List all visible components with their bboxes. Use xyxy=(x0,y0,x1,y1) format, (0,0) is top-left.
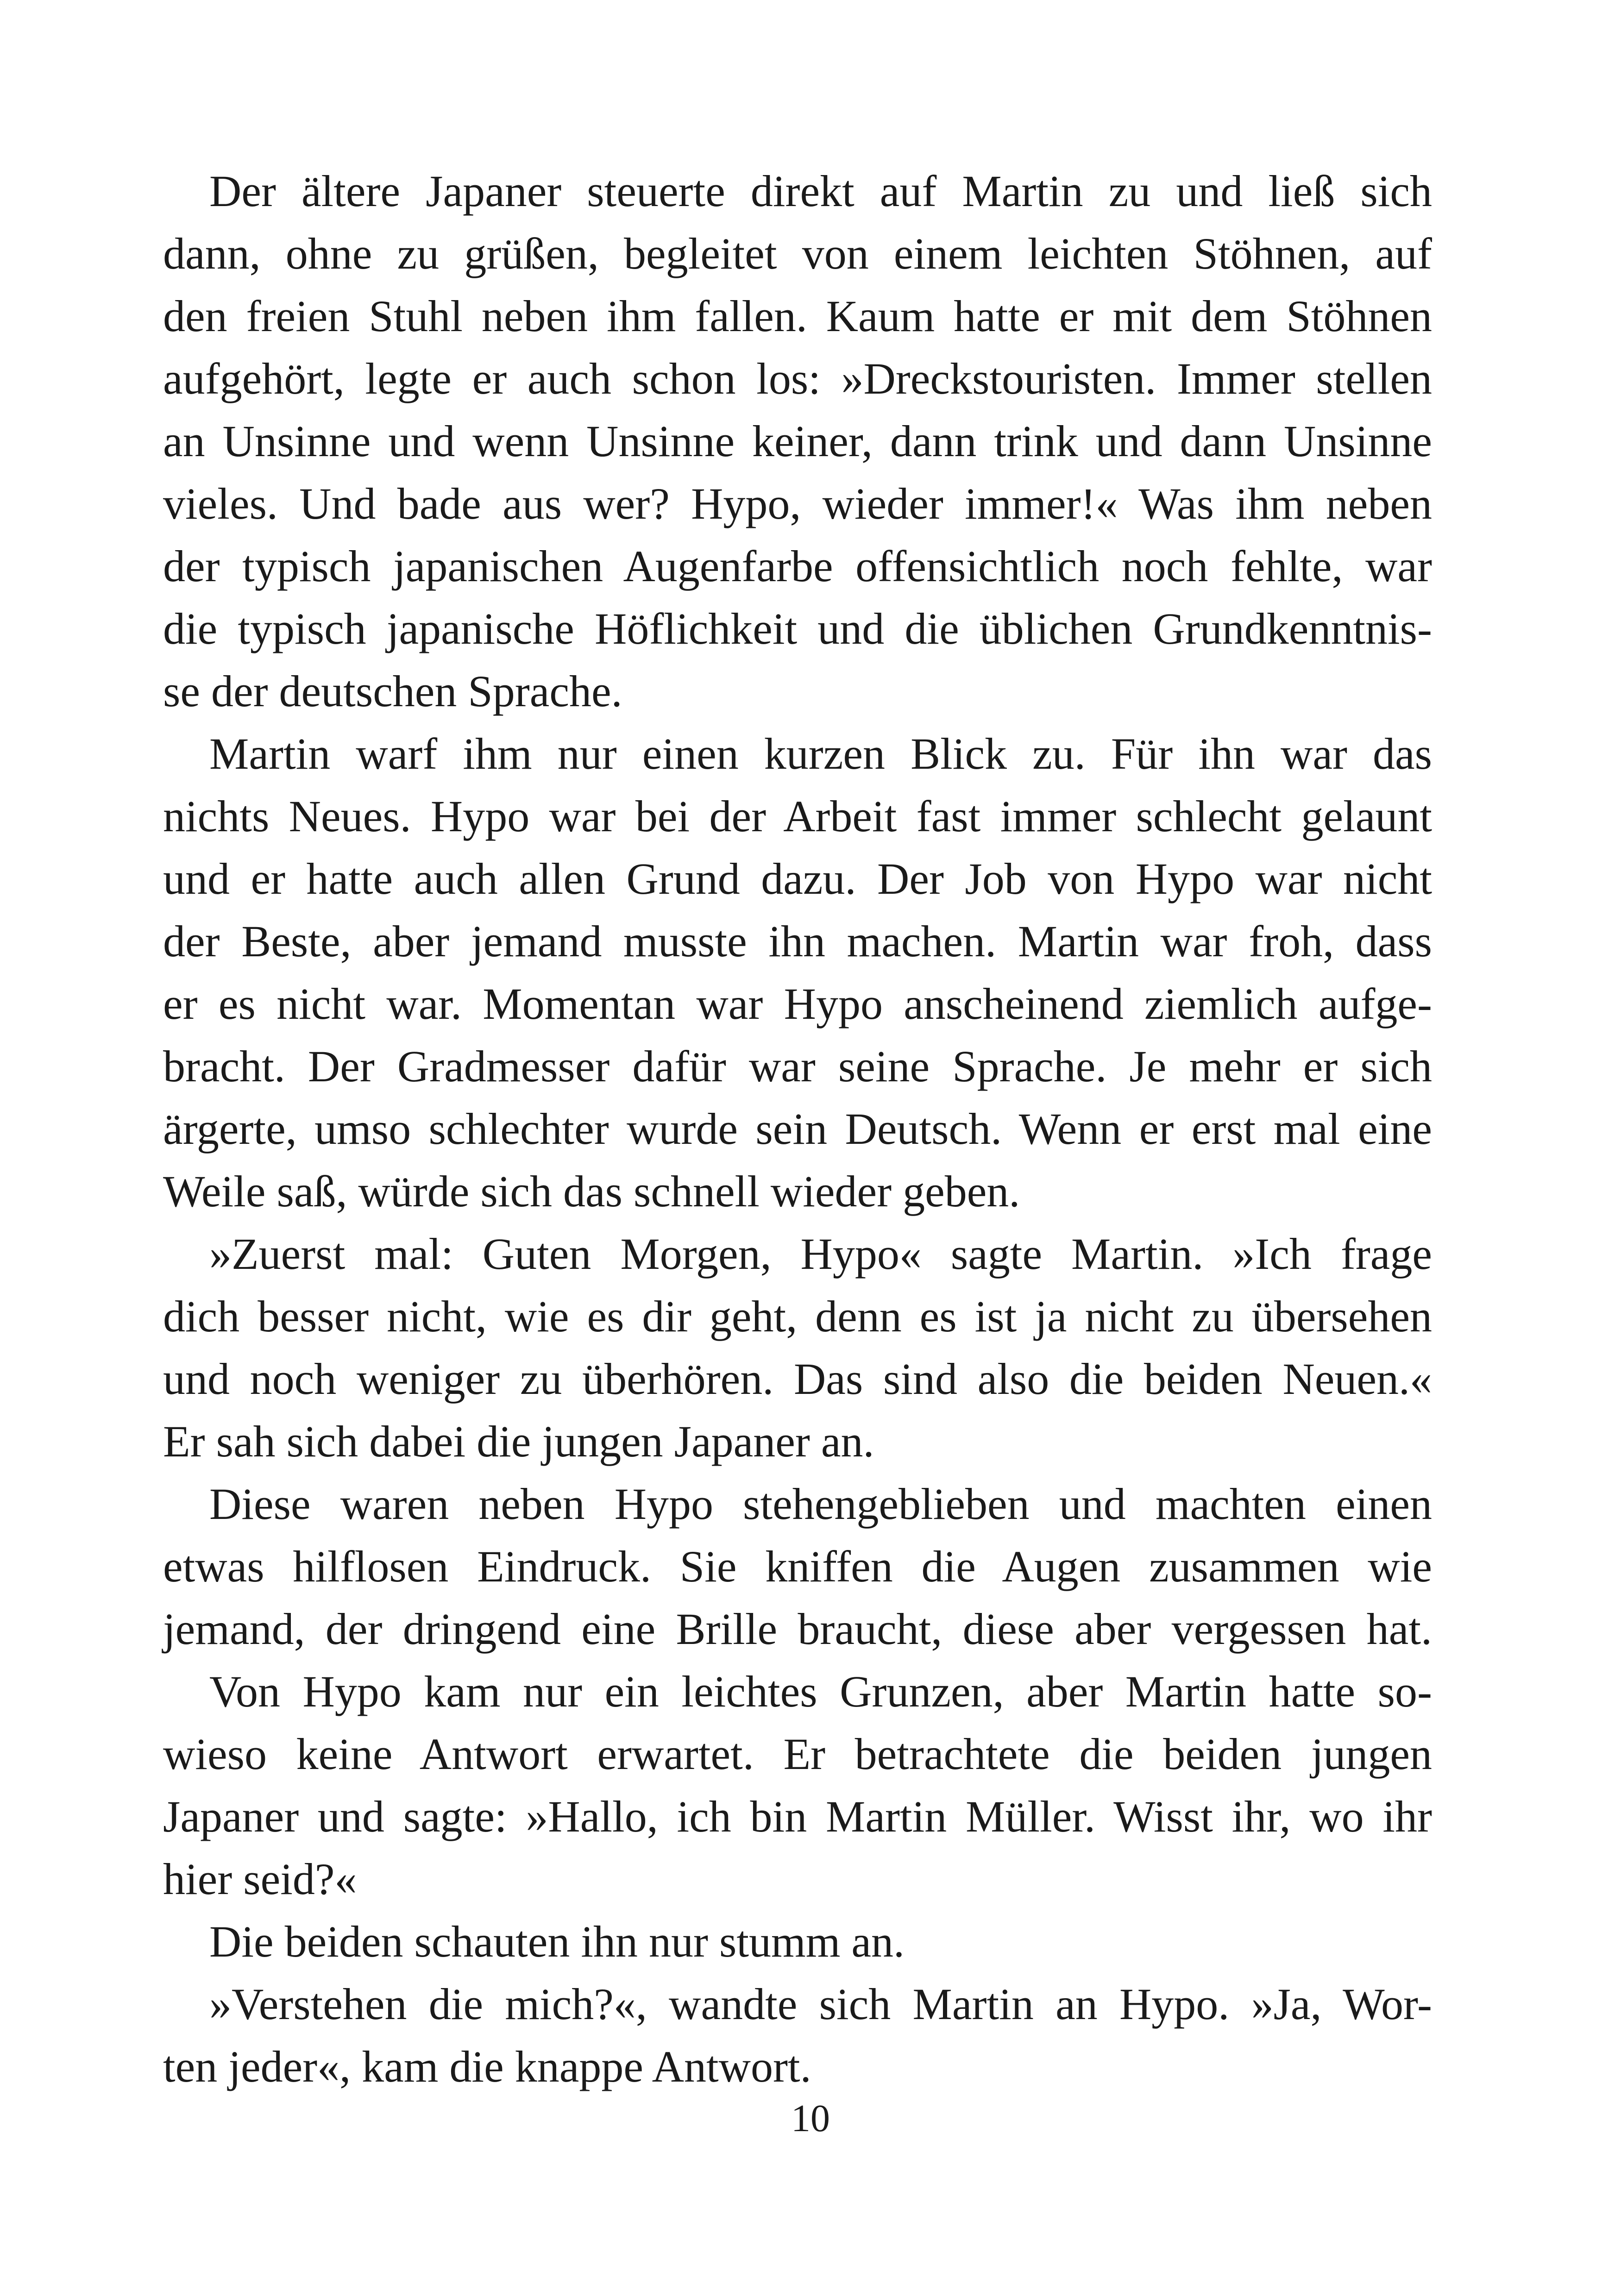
page-number: 10 xyxy=(791,2097,830,2140)
text-line: Er sah sich dabei die jungen Japaner an. xyxy=(163,1417,874,1466)
text-line: bracht. Der Gradmesser dafür war seine Sprache. Je mehr er sich xyxy=(163,1041,1432,1091)
text-line: ärgerte, umso schlechter wurde sein Deutsch. Wenn er erst mal eine xyxy=(163,1104,1432,1154)
text-line: Diese waren neben Hypo stehengeblieben und machten einen xyxy=(209,1479,1432,1529)
text-line: und er hatte auch allen Grund dazu. Der Job von Hypo war nicht xyxy=(163,854,1432,903)
text-line: Weile saß, würde sich das schnell wieder geben. xyxy=(163,1167,1020,1216)
text-line: Die beiden schauten ihn nur stumm an. xyxy=(209,1917,905,1966)
text-line: etwas hilflosen Eindruck. Sie kniffen die Augen zusammen wie xyxy=(163,1542,1432,1591)
text-line: und noch weniger zu überhören. Das sind also die beiden Neuen.« xyxy=(163,1354,1432,1404)
text-line: den freien Stuhl neben ihm fallen. Kaum hatte er mit dem Stöhnen xyxy=(163,291,1432,341)
text-line: Von Hypo kam nur ein leichtes Grunzen, aber Martin hatte so- xyxy=(209,1667,1432,1716)
text-line: der Beste, aber jemand musste ihn machen. Martin war froh, dass xyxy=(163,916,1432,966)
text-line: jemand, der dringend eine Brille braucht, diese aber vergessen hat. xyxy=(163,1604,1432,1654)
text-line: Der ältere Japaner steuerte direkt auf Martin zu und ließ sich xyxy=(209,166,1432,216)
text-line: ten jeder«, kam die knappe Antwort. xyxy=(163,2042,811,2091)
text-line: die typisch japanische Höflichkeit und die üblichen Grundkenntnis- xyxy=(163,604,1432,653)
text-line: er es nicht war. Momentan war Hypo anscheinend ziemlich aufge- xyxy=(163,979,1432,1029)
text-line: »Zuerst mal: Guten Morgen, Hypo« sagte Martin. »Ich frage xyxy=(209,1229,1432,1279)
text-line: Japaner und sagte: »Hallo, ich bin Martin Müller. Wisst ihr, wo ihr xyxy=(163,1792,1432,1841)
text-line: dann, ohne zu grüßen, begleitet von einem leichten Stöhnen, auf xyxy=(163,229,1432,278)
text-line: vieles. Und bade aus wer? Hypo, wieder immer!« Was ihm neben xyxy=(163,479,1432,528)
text-line: aufgehört, legte er auch schon los: »Dreckstouristen. Immer stellen xyxy=(163,354,1432,403)
text-line: se der deutschen Sprache. xyxy=(163,666,622,716)
text-line: an Unsinne und wenn Unsinne keiner, dann trink und dann Unsinne xyxy=(163,416,1432,466)
text-line: nichts Neues. Hypo war bei der Arbeit fast immer schlecht gelaunt xyxy=(163,791,1432,841)
text-line: hier seid?« xyxy=(163,1854,357,1904)
text-line: »Verstehen die mich?«, wandte sich Martin an Hypo. »Ja, Wor- xyxy=(209,1979,1432,2029)
text-line: dich besser nicht, wie es dir geht, denn es ist ja nicht zu übersehen xyxy=(163,1292,1432,1341)
text-line: der typisch japanischen Augenfarbe offensichtlich noch fehlte, war xyxy=(163,541,1432,591)
body-text xyxy=(163,160,1432,2098)
text-line: Martin warf ihm nur einen kurzen Blick zu. Für ihn war das xyxy=(209,729,1432,778)
text-line: wieso keine Antwort erwartet. Er betrachtete die beiden jungen xyxy=(163,1729,1432,1779)
